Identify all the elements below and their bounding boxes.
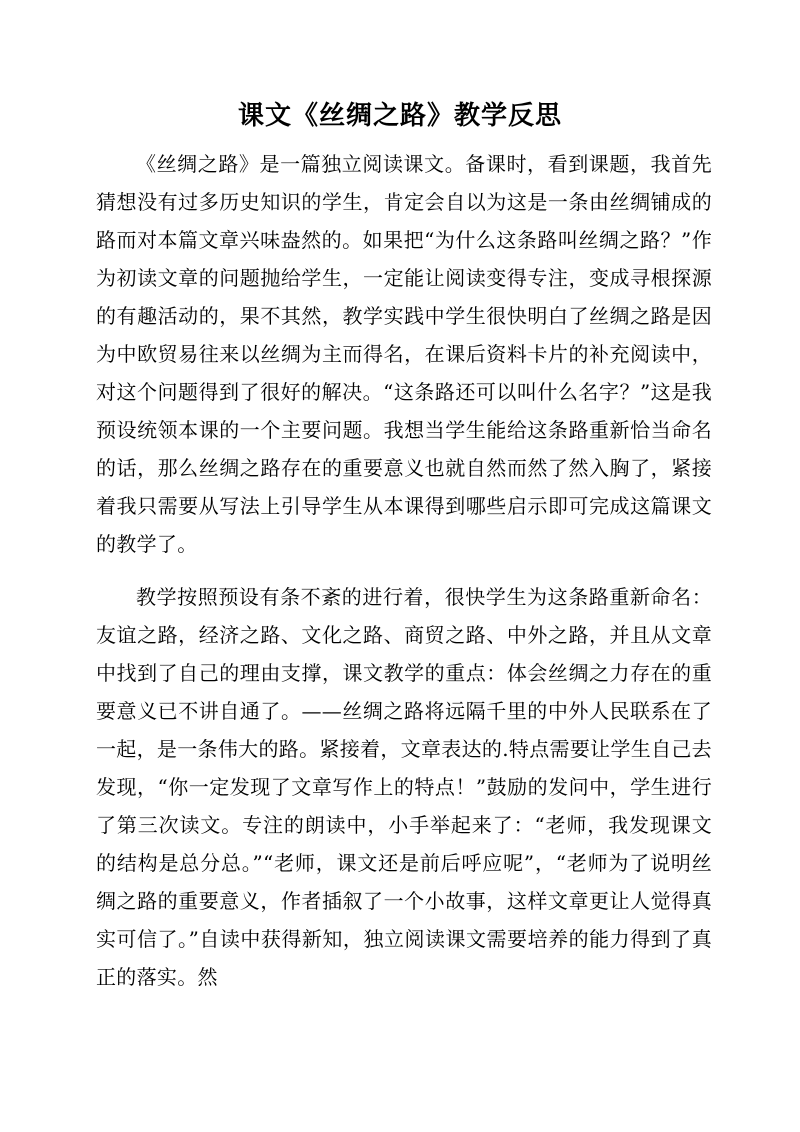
paragraph-2: 教学按照预设有条不紊的进行着，很快学生为这条路重新命名：友谊之路，经济之路、文化之路、商贸之路、中外之路，并且从文章中找到了自己的理由支撑，课文教学的重点：体会丝绸之力存在的重要意义已不讲自通了。——丝绸之路将远隔千里的中外人民联系在了一起，是一条伟大的路。紧接着，文章表达的.特点需要让学生自己去发现，“你一定发现了文章写作上的特点！”鼓励的发问中，学生进行了第三次读文。专注的朗读中，小手举起来了：“老师，我发现课文的结构是总分总。”“老师，课文还是前后呼应呢”，“老师为了说明丝绸之路的重要意义，作者插叙了一个小故事，这样文章更让人觉得真实可信了。”自读中获得新知，独立阅读课文需要培养的能力得到了真正的落实。然 bbox=[96, 585, 712, 989]
paragraph-1: 《丝绸之路》是一篇独立阅读课文。备课时，看到课题，我首先猜想没有过多历史知识的学生，肯定会自以为这是一条由丝绸铺成的路而对本篇文章兴味盎然的。如果把“为什么这条路叫丝绸之路？”作为初读文章的问题抛给学生，一定能让阅读变得专注，变成寻根探源的有趣活动的，果不其然，教学实践中学生很快明白了丝绸之路是因为中欧贸易往来以丝绸为主而得名，在课后资料卡片的补充阅读中，对这个问题得到了很好的解决。“这条路还可以叫什么名字？”这是我预设统领本课的一个主要问题。我想当学生能给这条路重新恰当命名的话，那么丝绸之路存在的重要意义也就自然而然了然入胸了，紧接着我只需要从写法上引导学生从本课得到哪些启示即可完成这篇课文的教学了。 bbox=[96, 152, 712, 556]
document-title: 课文《丝绸之路》教学反思 bbox=[237, 101, 562, 131]
